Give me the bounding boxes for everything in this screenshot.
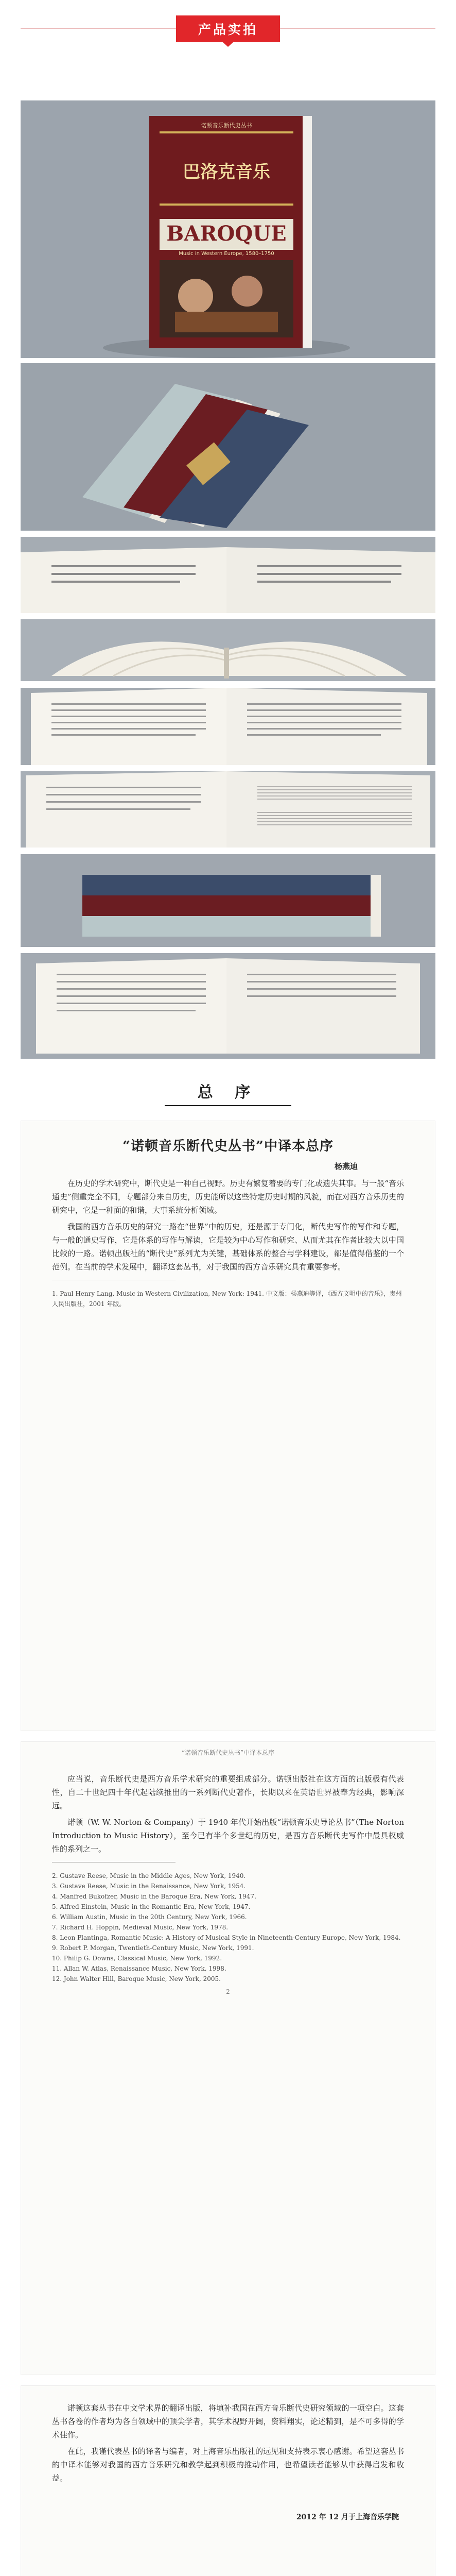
open-book-illustration-1 — [21, 537, 435, 613]
book-set-photo — [21, 363, 435, 531]
preface-section-rule — [165, 1105, 291, 1106]
text-spread-illustration — [21, 688, 435, 765]
preface-paragraph: 我国的西方音乐历史的研究一路在“世界”中的历史，还是源于专门化，断代史写作的写作和专题，与一般的通史写作，它是体系的写作与解读，它是较为中心写作和研究、从而尤其在作者比较大以中国比较的一路。诺顿出版社的“断代史”系列尤为关键，基础体系的整合与学科建设，都是值得借鉴的一个范例。在当前的学术发展中，翻译这套丛书，对于我国的西方音乐研究具有重要参考。 — [52, 1222, 404, 1272]
preface-paragraph: 应当说，音乐断代史是西方音乐学术研究的重要组成部分。诺顿出版社在这方面的出版极有代表性，自二十世纪四十年代起陆续推出的一系列断代史著作，长期以来在英语世界被奉为经典，影响深远。 — [52, 1774, 404, 1810]
music-score-photo — [21, 771, 435, 848]
book-series-label: 诺顿音乐断代史丛书 — [201, 122, 252, 129]
book-set-illustration — [21, 363, 435, 531]
page-running-head: “诺顿音乐断代史丛书”中译本总序 — [181, 1749, 275, 1756]
preface-page-1 — [21, 1121, 435, 1731]
footnote: 8. Leon Plantinga, Romantic Music: A History of Musical Style in Nineteenth-Century Europe, New York, 1984. — [52, 1934, 401, 1941]
banner-label: 产品实拍 — [198, 22, 258, 37]
book-cover-illustration — [21, 100, 435, 358]
preface-paragraph: 在此，我谨代表丛书的译者与编者，对上海音乐出版社的远见和支持表示衷心感谢。希望这套丛书的中译本能够对我国的西方音乐研究和教学起到积极的推动作用，也希望读者能够从中获得启发和收益。 — [52, 2447, 404, 2483]
footnote: 7. Richard H. Hoppin, Medieval Music, New York, 1978. — [52, 1924, 229, 1931]
preface-paragraph: 诺顿这套丛书在中文学术界的翻译出版，将填补我国在西方音乐断代史研究领域的一项空白。这套丛书各卷的作者均为各自领域中的顶尖学者，其学术视野开阔，资料翔实，论述精到，是不可多得的学术佳作。 — [52, 2403, 404, 2439]
preface-paragraph: 诺顿（W. W. Norton & Company）于 1940 年代开始出版“诺顿音乐史导论丛书”（The Norton Introduction to Music History），至今已有半个多世纪的历史，是西方音乐断代史写作中最具权威性的系列之一。 — [52, 1818, 404, 1854]
book-stack-photo — [21, 854, 435, 947]
open-book-illustration-2 — [21, 953, 435, 1059]
footnote: 12. John Walter Hill, Baroque Music, New York, 2005. — [52, 1975, 221, 1982]
fanned-pages-photo — [21, 619, 435, 681]
footnote: 2. Gustave Reese, Music in the Middle Ages, New York, 1940. — [52, 1872, 246, 1879]
banner-caret — [223, 42, 233, 47]
book-title-cn: 巴洛克音乐 — [183, 162, 270, 182]
footnote: 6. William Austin, Music in the 20th Century, New York, 1966. — [52, 1913, 247, 1921]
preface-page-3 — [21, 2385, 435, 2576]
footnote: 4. Manfred Bukofzer, Music in the Baroque Era, New York, 1947. — [52, 1893, 256, 1900]
book-stack-illustration — [21, 854, 435, 947]
footnote: 3. Gustave Reese, Music in the Renaissance, New York, 1954. — [52, 1883, 246, 1890]
footnote: 10. Philip G. Downs, Classical Music, New York, 1992. — [52, 1955, 222, 1962]
open-book-photo-2 — [21, 953, 435, 1059]
open-book-photo-1 — [21, 537, 435, 613]
preface-author: 杨燕迪 — [334, 1162, 358, 1171]
preface-signature: 2012 年 12 月于上海音乐学院 — [296, 2513, 399, 2521]
section-banner-product-photos — [176, 15, 280, 42]
book-title-en: BAROQUE — [166, 222, 287, 246]
footnote: 11. Allan W. Atlas, Renaissance Music, New York, 1998. — [52, 1965, 226, 1972]
text-spread-photo — [21, 688, 435, 765]
footnote: 1. Paul Henry Lang, Music in Western Civilization, New York: 1941. 中文版：杨燕迪等译，《西方文明中的音乐》，贵州人民出版社，2001 年版。 — [52, 1290, 402, 1308]
preface-page-2 — [21, 1741, 435, 2375]
preface-section-title: 总 序 — [197, 1083, 259, 1101]
preface-title: “诺顿音乐断代史丛书”中译本总序 — [122, 1139, 334, 1154]
page-number: 2 — [226, 1988, 230, 1995]
book-cover-photo — [21, 100, 435, 358]
fanned-pages-illustration — [21, 619, 435, 681]
music-score-illustration — [21, 771, 435, 848]
preface-paragraph: 在历史的学术研究中，断代史是一种自己视野。历史有繁复着要的专门化或遗失其事。与一般“音乐通史”侧重完全不同，专题部分来自历史，历史能所以这些特定历史时期的风貌，而在对西方音乐历史的研究中，它是一种面的和谐，大事系统分析领域。 — [52, 1179, 404, 1215]
footnote: 9. Robert P. Morgan, Twentieth-Century Music, New York, 1991. — [52, 1944, 254, 1952]
footnote: 5. Alfred Einstein, Music in the Romantic Era, New York, 1947. — [52, 1903, 251, 1910]
book-subtitle-en: Music in Western Europe, 1580–1750 — [179, 251, 274, 257]
